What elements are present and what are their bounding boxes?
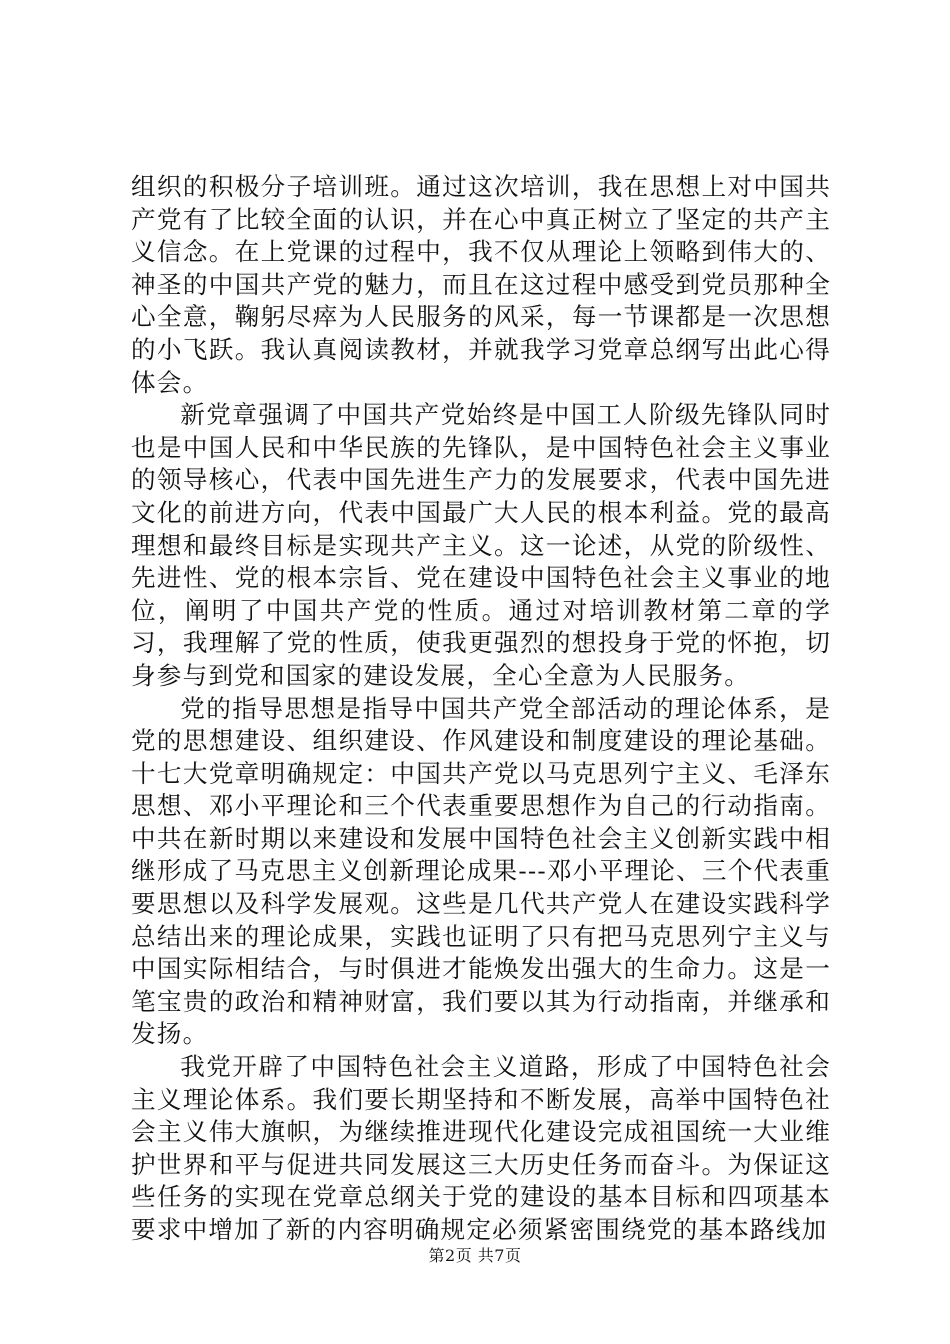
page-footer: 第2页 共7页 — [428, 1246, 522, 1265]
paragraph-4: 我党开辟了中国特色社会主义道路，形成了中国特色社会主义理论体系。我们要长期坚持和不断发展，高举中国特色社会主义伟大旗帜，为继续推进现代化建设完成祖国统一大业维护世界和平与促进共同发展这三大历史任务而奋斗。为保证这些任务的实现在党章总纲关于党的建设的基本目标和四项基本要求中增加了新的内容明确规定必须紧密围绕党的基本路线加 — [131, 1052, 831, 1244]
paragraph-3: 党的指导思想是指导中国共产党全部活动的理论体系，是党的思想建设、组织建设、作风建设和制度建设的理论基础。十七大党章明确规定：中国共产党以马克思列宁主义、毛泽东思想、邓小平理论和三个代表重要思想作为自己的行动指南。中共在新时期以来建设和发展中国特色社会主义创新实践中相继形成了马克思主义创新理论成果---邓小平理论、三个代表重要思想以及科学发展观。这些是几代共产党人在建设实践科学总结出来的理论成果，实践也证明了只有把马克思列宁主义与中国实际相结合，与时俱进才能焕发出强大的生命力。这是一笔宝贵的政治和精神财富，我们要以其为行动指南，并继承和发扬。 — [131, 693, 831, 1049]
document-body — [131, 171, 831, 1247]
paragraph-2: 新党章强调了中国共产党始终是中国工人阶级先锋队同时也是中国人民和中华民族的先锋队，是中国特色社会主义事业的领导核心，代表中国先进生产力的发展要求，代表中国先进文化的前进方向，代表中国最广大人民的根本利益。党的最高理想和最终目标是实现共产主义。这一论述，从党的阶级性、先进性、党的根本宗旨、党在建设中国特色社会主义事业的地位，阐明了中国共产党的性质。通过对培训教材第二章的学习，我理解了党的性质，使我更强烈的想投身于党的怀抱，切身参与到党和国家的建设发展，全心全意为人民服务。 — [131, 400, 831, 690]
paragraph-1: 组织的积极分子培训班。通过这次培训，我在思想上对中国共产党有了比较全面的认识，并在心中真正树立了坚定的共产主义信念。在上党课的过程中，我不仅从理论上领略到伟大的、神圣的中国共产党的魅力，而且在这过程中感受到党员那种全心全意，鞠躬尽瘁为人民服务的风采，每一节课都是一次思想的小飞跃。我认真阅读教材，并就我学习党章总纲写出此心得体会。 — [131, 172, 831, 397]
